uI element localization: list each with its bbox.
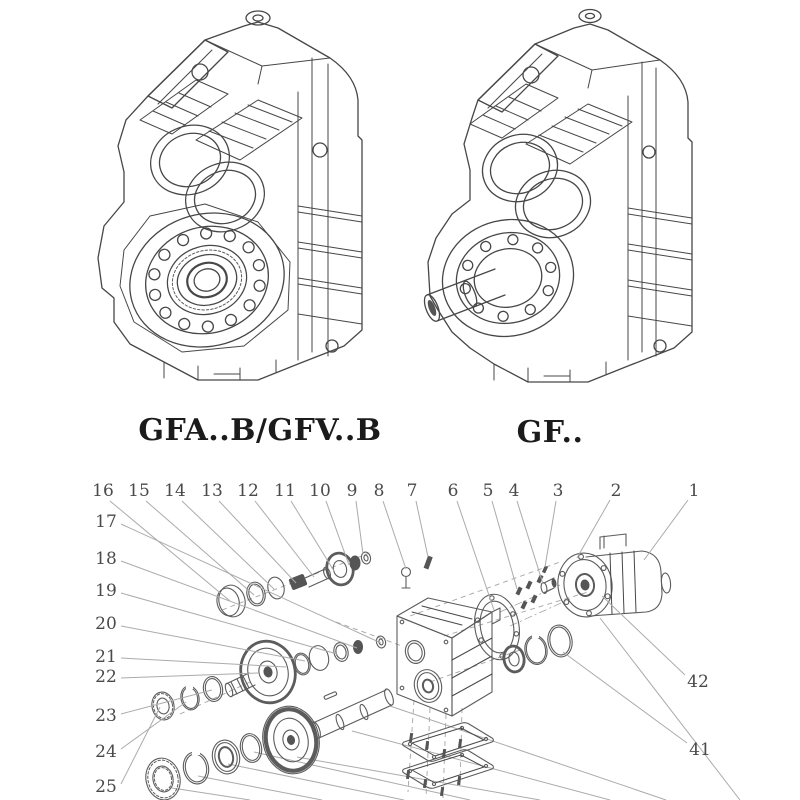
part-callout-2: 2 (610, 481, 622, 501)
output-shaft (421, 269, 505, 323)
eye-bolt (402, 568, 411, 589)
input-cover-and-rings (470, 591, 575, 674)
leader-line-10 (326, 501, 349, 565)
leader-line-22 (121, 673, 258, 678)
leader-line-11 (291, 501, 334, 571)
part-callout-16: 16 (92, 481, 114, 501)
leader-line-5 (492, 501, 517, 589)
part-callout-25: 25 (95, 777, 117, 797)
gearbox-body-outline (98, 11, 362, 380)
leader-line-2 (577, 500, 610, 558)
motor-body (586, 534, 672, 616)
leader-line-18 (121, 561, 357, 648)
part-callout-20: 20 (95, 614, 117, 634)
breather-plug (540, 578, 557, 594)
leader-line-1 (644, 500, 688, 560)
part-callout-12: 12 (237, 481, 259, 501)
part-callout-10: 10 (309, 481, 331, 501)
intermediate-shaft-parts (149, 635, 386, 722)
part-callout-21: 21 (95, 647, 117, 667)
caption-gfab-gfvb: GFA..B/GFV..B (138, 413, 382, 448)
gearbox-body-outline (421, 10, 692, 383)
part-callout-7: 7 (406, 481, 418, 501)
leader-line-24 (121, 702, 186, 749)
leader-line-16 (110, 501, 230, 601)
part-callout-42: 42 (687, 672, 709, 692)
part-callout-19: 19 (95, 581, 117, 601)
part-callout-14: 14 (164, 481, 186, 501)
leader-line-7 (416, 501, 428, 557)
leader-line-4 (517, 501, 543, 584)
output-shaft-parts (142, 688, 395, 800)
caption-gf: GF.. (516, 415, 584, 450)
part-callout-6: 6 (447, 481, 459, 501)
part-callout-9: 9 (346, 481, 358, 501)
leader-line-41 (563, 652, 687, 743)
part-callout-41: 41 (689, 740, 711, 760)
housing-gaskets (403, 723, 494, 797)
leader-line-13 (219, 501, 296, 583)
leader-line-42 (602, 596, 685, 675)
motor-flange (554, 550, 616, 621)
gearbox-solid-shaft-drawing (400, 0, 800, 410)
part-callout-5: 5 (482, 481, 494, 501)
part-callout-8: 8 (373, 481, 385, 501)
part-callout-15: 15 (128, 481, 150, 501)
part-callout-1: 1 (688, 481, 700, 501)
cutoff-leader-lines (172, 618, 740, 800)
leader-line-12 (255, 501, 314, 577)
part-callout-22: 22 (95, 667, 117, 687)
leader-line-21 (121, 658, 286, 667)
part-callout-13: 13 (201, 481, 223, 501)
part-callout-3: 3 (552, 481, 564, 501)
leader-line-15 (146, 501, 254, 595)
exploded-parts-diagram (0, 470, 800, 800)
part-callout-18: 18 (95, 549, 117, 569)
leader-line-19 (121, 593, 337, 654)
part-callout-23: 23 (95, 706, 117, 726)
leader-line-6 (457, 501, 494, 610)
leader-line-8 (383, 501, 406, 569)
part-callout-17: 17 (95, 512, 117, 532)
vent-plug-bolt (424, 556, 433, 570)
leader-line-3 (545, 501, 556, 567)
part-callout-11: 11 (274, 481, 296, 501)
part-callout-4: 4 (508, 481, 520, 501)
gear-housing (397, 598, 500, 716)
part-callouts (92, 481, 711, 797)
leader-line-9 (356, 501, 363, 554)
gearbox-flange-mount-drawing (0, 0, 420, 410)
part-callout-24: 24 (95, 742, 117, 762)
